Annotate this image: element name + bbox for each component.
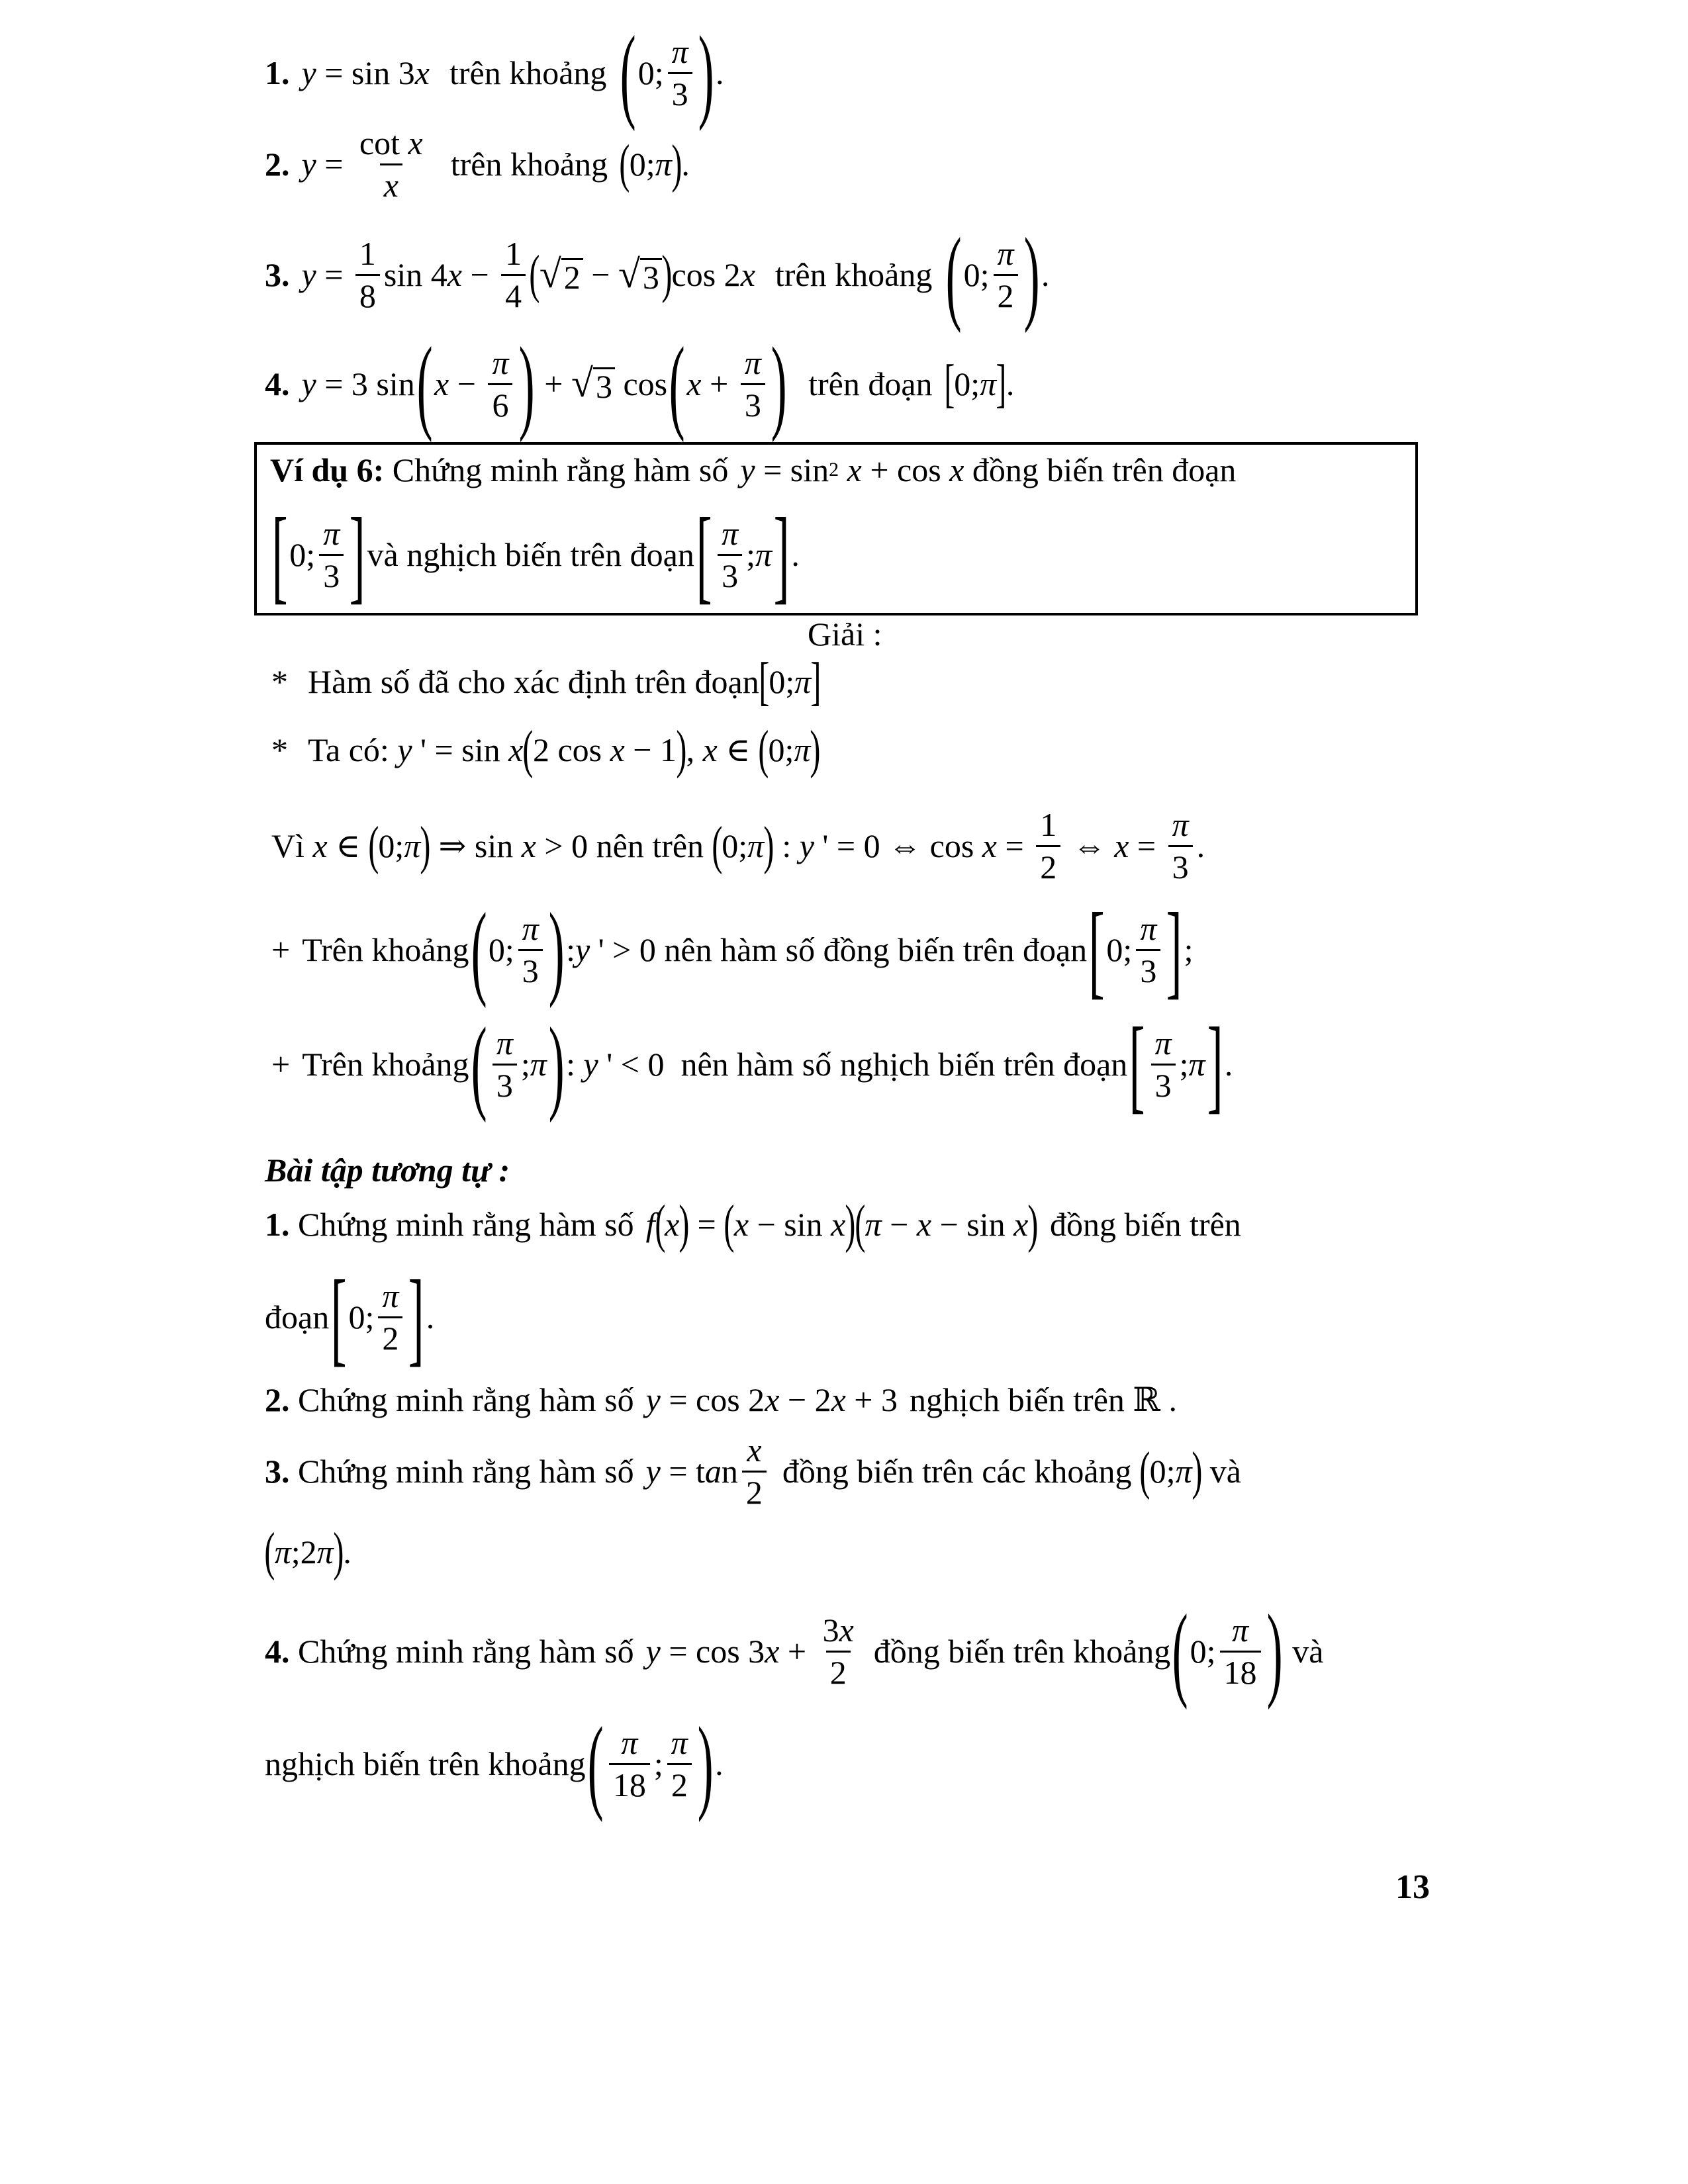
solution-heading: Giải : (808, 615, 882, 653)
solution-step-3: Vì x ∈ ( 0; π ) ⇒ sin x > 0 nên trên ( 0; π ) : y ' = 0 ⇔ cos x = $\frac{1}{2}$ ⇔ x = $\frac{\pi}{3}$ . (271, 806, 1205, 886)
similar-2: 2. Chứng minh rằng hàm số y = cos 2 x − 2 x + 3 nghịch biến trên ℝ . (265, 1381, 1177, 1419)
similar-4-line-2: nghịch biến trên khoảng ( $\frac{\pi}{18}$ ; $\frac{\pi}{2}$ ) . (265, 1705, 724, 1823)
similar-1-line-2: đoạn [ 0; $\frac{\pi}{2}$ ] . (265, 1258, 435, 1376)
exercise-4: 4. y = 3 sin ( x − $\frac{\pi}{6}$ ) + √ 3 cos ( x + $\frac{\pi}{3}$ ) trên đoạn [ 0; π ] . (265, 325, 1015, 443)
example-line-2: [ 0; $\frac{\pi}{3}$ ] và nghịch biến trên đoạn [ $\frac{\pi}{3}$ ; π ] . (271, 496, 800, 614)
similar-4-line-1: 4. Chứng minh rằng hàm số y = cos 3 x + $\frac{3x}{2}$ đồng biến trên khoảng ( 0; $\frac{\pi}{18}$ ) và (265, 1592, 1324, 1710)
exercise-3: 3. y = $\frac{1}{8}$ sin 4 x − $\frac{1}{4}$ ( √ 2 − √ 3 ) cos 2 x trên khoảng ( 0; $\frac{\pi}{2}$ ) . (265, 216, 1050, 334)
exercise-1: 1. y = sin 3 x trên khoảng ( 0; $\frac{\pi}{3}$ ) . (265, 14, 724, 132)
exercise-2: 2. y = $\frac{\text{cot x}}{x}$ trên khoảng ( 0; π ) . (265, 124, 690, 204)
solution-step-2: * Ta có: y ' = sin x ( 2 cos x − 1 ) , x ∈ ( 0; π ) (271, 721, 821, 779)
similar-3-line-1: 3. Chứng minh rằng hàm số y = t a n $\frac{x}{2}$ đồng biến trên các khoảng ( 0; π ) và (265, 1432, 1241, 1511)
similar-1-line-1: 1. Chứng minh rằng hàm số f ( x ) = ( x − sin x ) ( π − x − sin x ) đồng biến trên (265, 1195, 1241, 1253)
solution-step-5: + Trên khoảng ( $\frac{\pi}{3}$ ; π ) : y ' < 0 nên hàm số nghịch biến trên đoạn [ $\frac{\pi}{3}$ ; π ] . (271, 1005, 1233, 1123)
similar-3-line-2: ( π ;2 π ) . (264, 1523, 352, 1581)
similar-title: Bài tập tương tự : (265, 1152, 510, 1189)
example-line-1: Ví dụ 6: Chứng minh rằng hàm số y = sin 2 x + cos x đồng biến trên đoạn (270, 451, 1237, 488)
page-number: 13 (1395, 1868, 1430, 1906)
solution-step-1: * Hàm số đã cho xác định trên đoạn [ 0; π ] (271, 653, 821, 711)
solution-step-4: + Trên khoảng ( 0; $\frac{\pi}{3}$ ) : y ' > 0 nên hàm số đồng biến trên đoạn [ 0; $\frac{\pi}{3}$ ] ; (271, 891, 1194, 1009)
